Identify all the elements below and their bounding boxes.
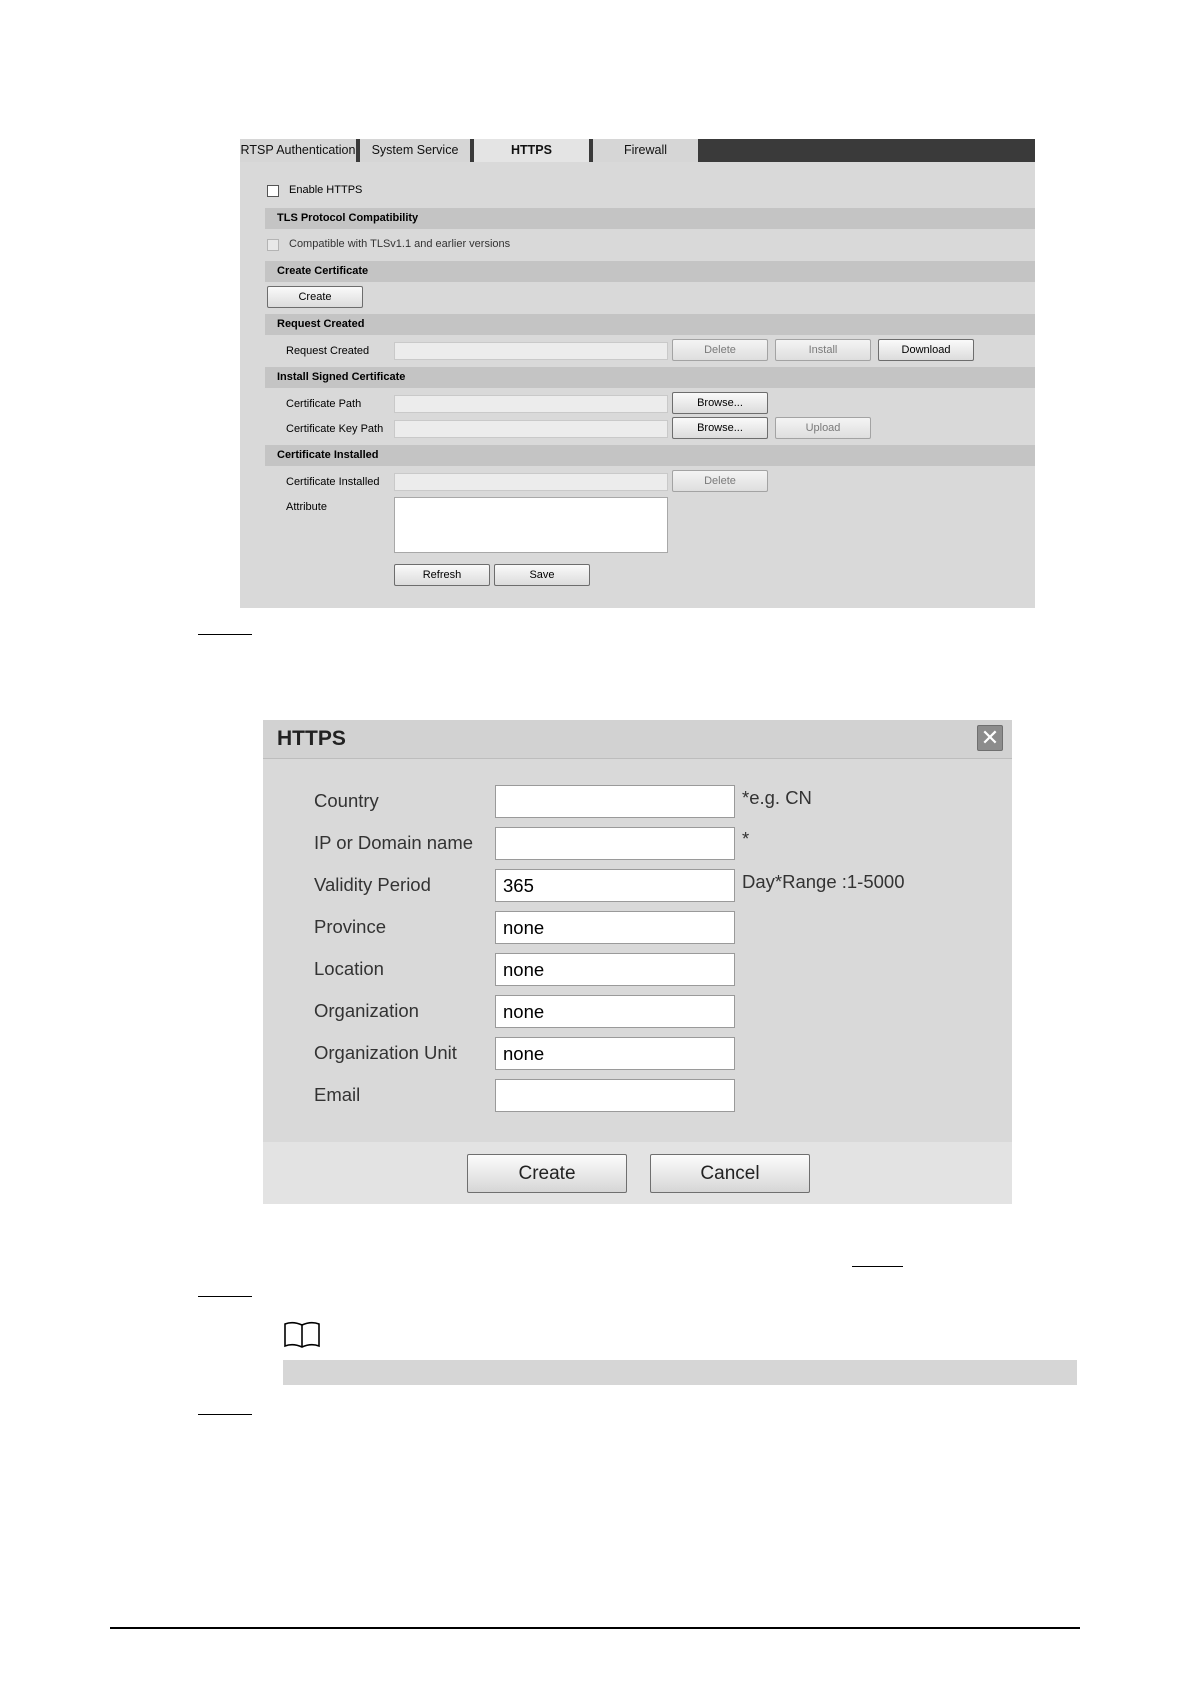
enable-https-checkbox[interactable] xyxy=(267,185,279,197)
certificate-path-field[interactable] xyxy=(394,395,668,413)
certificate-installed-field xyxy=(394,473,668,491)
note-bar xyxy=(283,1360,1077,1385)
certificate-key-path-field[interactable] xyxy=(394,420,668,438)
dialog-title: HTTPS xyxy=(277,727,346,750)
location-input[interactable]: none xyxy=(495,953,735,986)
section-certificate-installed: Certificate Installed xyxy=(265,445,1035,466)
tab-system-service[interactable]: System Service xyxy=(360,139,470,162)
upload-button[interactable]: Upload xyxy=(775,417,871,439)
request-install-button[interactable]: Install xyxy=(775,339,871,361)
certificate-path-label: Certificate Path xyxy=(286,398,362,410)
tab-bar xyxy=(240,139,1035,162)
step-underline-1 xyxy=(198,634,252,635)
https-settings-panel xyxy=(240,139,1035,608)
close-icon[interactable]: ✕ xyxy=(977,725,1003,751)
https-dialog xyxy=(263,720,1012,1204)
request-created-label: Request Created xyxy=(286,345,370,357)
dialog-cancel-button[interactable]: Cancel xyxy=(650,1154,810,1193)
province-label: Province xyxy=(314,916,386,937)
create-certificate-button[interactable]: Create xyxy=(267,286,363,308)
validity-period-input[interactable]: 365 xyxy=(495,869,735,902)
dialog-create-button[interactable]: Create xyxy=(467,1154,627,1193)
refresh-button[interactable]: Refresh xyxy=(394,564,490,586)
email-label: Email xyxy=(314,1084,361,1105)
section-create-certificate: Create Certificate xyxy=(265,261,1035,282)
certificate-key-path-label: Certificate Key Path xyxy=(286,423,384,435)
certificate-browse-button[interactable]: Browse... xyxy=(672,392,768,414)
tab-https[interactable]: HTTPS xyxy=(474,139,589,162)
request-download-button[interactable]: Download xyxy=(878,339,974,361)
organization-label: Organization xyxy=(314,1000,419,1021)
validity-period-label: Validity Period xyxy=(314,874,431,895)
installed-delete-button[interactable]: Delete xyxy=(672,470,768,492)
domain-label: IP or Domain name xyxy=(314,832,474,853)
certificate-installed-label: Certificate Installed xyxy=(286,476,380,488)
email-input[interactable] xyxy=(495,1079,735,1112)
country-label: Country xyxy=(314,790,379,811)
attribute-label: Attribute xyxy=(286,501,327,513)
domain-hint: * xyxy=(742,828,750,849)
request-created-field xyxy=(394,342,668,360)
dialog-footer xyxy=(263,1142,1012,1204)
tab-firewall[interactable]: Firewall xyxy=(593,139,698,162)
domain-input[interactable] xyxy=(495,827,735,860)
organization-input[interactable]: none xyxy=(495,995,735,1028)
key-browse-button[interactable]: Browse... xyxy=(672,417,768,439)
organization-unit-input[interactable]: none xyxy=(495,1037,735,1070)
country-input[interactable] xyxy=(495,785,735,818)
reference-underline xyxy=(852,1266,903,1267)
section-install-signed: Install Signed Certificate xyxy=(265,367,1035,388)
save-button[interactable]: Save xyxy=(494,564,590,586)
tls-compat-label: Compatible with TLSv1.1 and earlier versions xyxy=(289,238,511,250)
enable-https-label: Enable HTTPS xyxy=(289,184,363,196)
attribute-textarea[interactable] xyxy=(394,497,668,553)
step-underline-2 xyxy=(198,1296,252,1297)
request-delete-button[interactable]: Delete xyxy=(672,339,768,361)
tls-compat-checkbox[interactable] xyxy=(267,239,279,251)
province-input[interactable]: none xyxy=(495,911,735,944)
section-tls: TLS Protocol Compatibility xyxy=(265,208,1035,229)
validity-period-hint: Day*Range :1-5000 xyxy=(742,871,905,892)
book-icon xyxy=(283,1320,321,1350)
country-hint: *e.g. CN xyxy=(742,787,812,808)
location-label: Location xyxy=(314,958,384,979)
step-underline-3 xyxy=(198,1414,252,1415)
section-request-created: Request Created xyxy=(265,314,1035,335)
tab-rtsp-authentication[interactable]: RTSP Authentication xyxy=(240,139,356,162)
organization-unit-label: Organization Unit xyxy=(314,1042,457,1063)
footer-rule xyxy=(110,1627,1080,1629)
dialog-header xyxy=(263,720,1012,759)
